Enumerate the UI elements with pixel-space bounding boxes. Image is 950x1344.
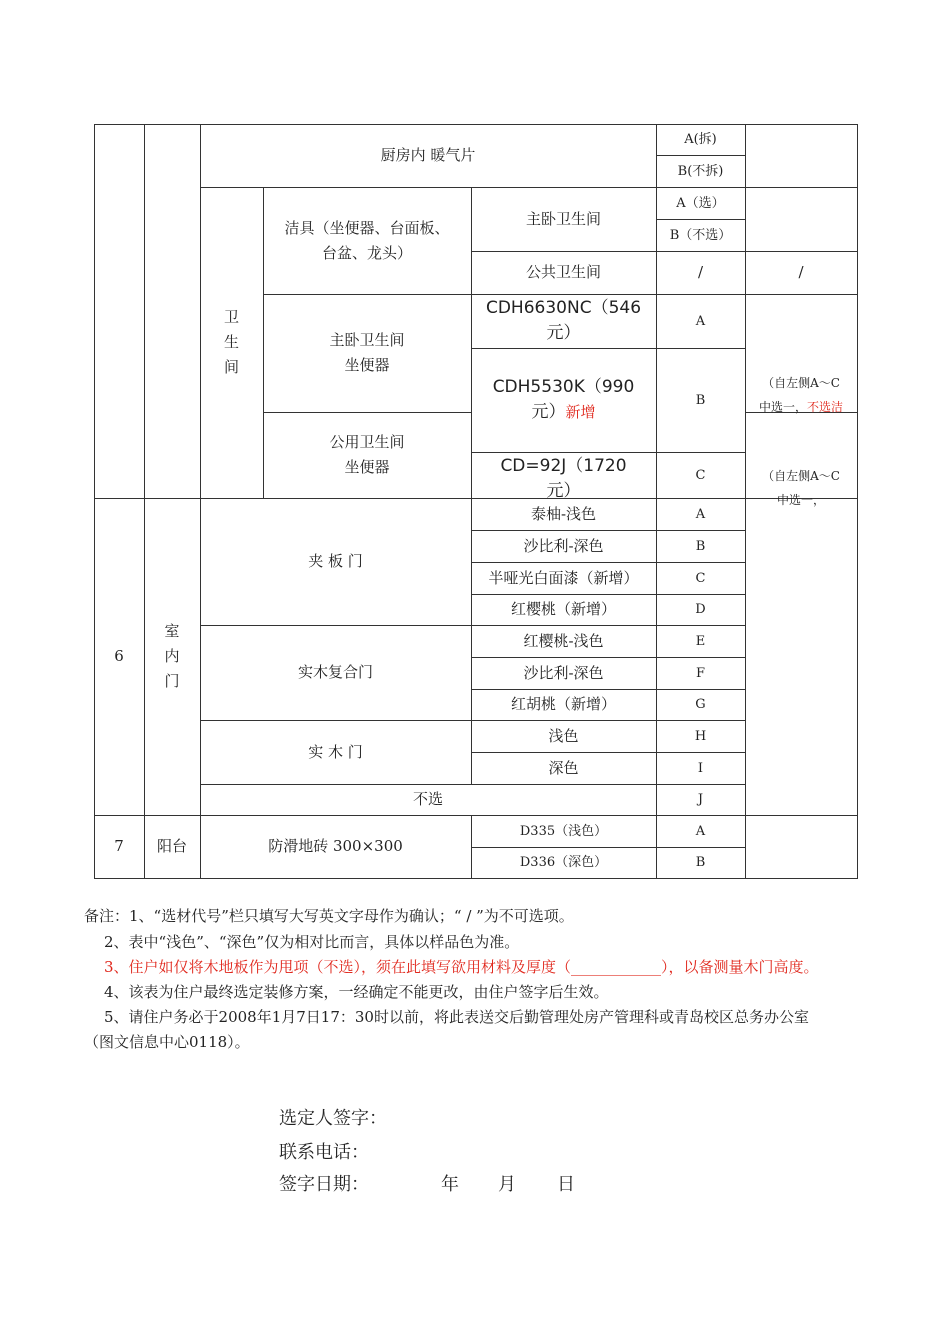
item-public-toilet: 公用卫生间 坐便器 — [329, 433, 405, 476]
item-nonslip-tile: 防滑地砖 300×300 — [268, 837, 403, 855]
door-option-name: 深色 — [548, 758, 579, 777]
item-door-none: 不选 — [412, 790, 443, 808]
code-kitchen-a: A(拆) — [684, 132, 717, 147]
date-day: 日 — [557, 1174, 575, 1195]
door-option-code-none: J — [697, 792, 704, 807]
code-fixtures-a: A（选） — [676, 195, 725, 211]
note-4: 4、该表为住户最终选定装修方案，一经确定不能更改，由住户签字后生效。 — [104, 983, 609, 1001]
location-master-bathroom: 主卧卫生间 — [525, 209, 601, 228]
door-option-code: D — [695, 602, 706, 617]
date-month: 月 — [498, 1174, 516, 1195]
tile-option-name: D336（深色） — [519, 855, 608, 870]
row-number-6: 6 — [114, 647, 124, 665]
item-composite-door: 实木复合门 — [297, 663, 373, 681]
note-2: 2、表中“浅色”、“深色”仅为相对比而言，具体以样品色为准。 — [104, 933, 520, 951]
location-public-bathroom: 公共卫生间 — [525, 263, 601, 281]
door-option-name: 红樱桃（新增） — [510, 600, 616, 618]
phone-label: 联系电话： — [279, 1142, 369, 1163]
note-toilet-public: （自左侧A～C 中选一， — [762, 469, 840, 507]
item-fixtures: 洁具（坐便器、台面板、 台盆、龙头） — [284, 218, 450, 262]
toilet-model-cdh5530k — [471, 348, 656, 452]
signer-label: 选定人签字： — [279, 1108, 387, 1129]
note-toilet-master — [745, 294, 857, 412]
door-option-code: C — [695, 570, 706, 586]
door-option-code: B — [695, 538, 706, 554]
note-public-na: / — [798, 263, 804, 281]
item-master-toilet: 主卧卫生间 坐便器 — [329, 331, 405, 374]
item-solid-door: 实 木 门 — [308, 742, 363, 761]
door-option-name: 泰柚-浅色 — [530, 504, 597, 523]
door-option-code: E — [695, 633, 706, 649]
note-5-cont: （图文信息中心0118）。 — [84, 1033, 250, 1051]
door-option-code: A — [695, 506, 706, 522]
door-option-name: 半哑光白面漆（新增） — [488, 568, 639, 587]
toilet-model-cdh6630nc: CDH6630NC（546 元） — [485, 298, 642, 343]
category-balcony: 阳台 — [156, 837, 187, 855]
category-interior-doors: 室 内 门 — [164, 622, 180, 690]
tile-option-name: D335（浅色） — [519, 823, 608, 839]
note-3: 3、住户如仅将木地板作为甩项（不选），须在此填写欲用材料及厚度（____________），以备测量木门高度。 — [104, 958, 819, 976]
note-1: 备注：1、“选材代号”栏只填写大写英文字母作为确认；“ / ”为不可选项。 — [84, 907, 574, 925]
code-toilet-b: B — [695, 392, 706, 408]
tile-option-code: B — [695, 855, 706, 870]
item-plywood-door: 夹 板 门 — [308, 552, 363, 570]
note-5: 5、请住户务必于2008年1月7日17：30时以前，将此表送交后勤管理处房产管理科或青岛校区总务办公室 — [104, 1008, 809, 1026]
code-toilet-c: C — [695, 467, 706, 483]
door-option-code: H — [694, 728, 707, 744]
code-kitchen-b: B(不拆) — [677, 163, 724, 179]
door-option-code: G — [695, 697, 706, 712]
code-toilet-a: A — [695, 313, 706, 329]
date-year: 年 — [441, 1174, 459, 1195]
toilet-model-cd92j: CD=92J（1720 元） — [500, 456, 627, 501]
door-option-name: 红胡桃（新增） — [510, 695, 616, 713]
sign-date-label: 签字日期： — [279, 1174, 369, 1195]
note-toilet-master-text: （自左侧A～C 中选一， — [758, 376, 840, 414]
door-option-code: I — [697, 760, 704, 776]
toilet-model-cdh5530k-text: CDH5530K（990 元） — [492, 377, 635, 422]
category-bathroom: 卫 生 间 — [223, 308, 239, 376]
tile-option-code: A — [695, 823, 706, 839]
item-kitchen-radiator: 厨房内 暖气片 — [380, 146, 476, 164]
row-number-7: 7 — [114, 837, 124, 855]
door-option-name: 沙比利-深色 — [523, 536, 604, 555]
note-toilet-master-red: 不选洁 — [807, 400, 844, 414]
door-option-code: F — [695, 665, 706, 681]
door-option-name: 浅色 — [548, 726, 579, 745]
code-fixtures-b: B（不选） — [669, 227, 732, 243]
door-option-name: 沙比利-深色 — [523, 663, 604, 682]
new-badge: 新增 — [565, 403, 596, 421]
door-option-name: 红樱桃-浅色 — [523, 631, 604, 650]
code-public-na: / — [697, 263, 704, 281]
